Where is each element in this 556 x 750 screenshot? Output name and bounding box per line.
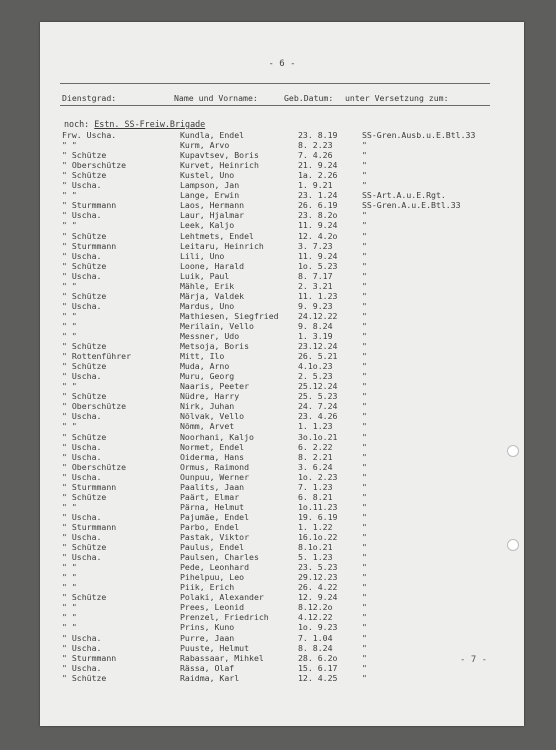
transfer-cell: ": [362, 421, 367, 432]
name-cell: Rabassaar, Mihkel: [180, 652, 264, 663]
list-item: [40, 200, 524, 210]
list-item: [40, 291, 524, 301]
name-cell: Nõlvak, Vello: [180, 411, 245, 422]
rank-cell: " Schütze: [62, 672, 107, 683]
birthdate-cell: 8.1o.21: [298, 542, 333, 553]
rank-cell: " Schütze: [62, 431, 107, 442]
list-item: [40, 592, 524, 602]
birthdate-cell: 23. 8.19: [298, 130, 338, 140]
transfer-cell: ": [362, 220, 367, 231]
list-item: [40, 231, 524, 241]
rank-cell: " ": [62, 421, 77, 432]
rank-cell: " Uscha.: [62, 451, 102, 462]
transfer-cell: ": [362, 521, 367, 532]
name-cell: Purre, Jaan: [180, 632, 235, 643]
rank-cell: " Schütze: [62, 542, 107, 553]
birthdate-cell: 3o.1o.21: [298, 431, 338, 442]
name-cell: Luik, Paul: [180, 270, 230, 281]
transfer-cell: ": [362, 411, 367, 422]
header-rule-bottom: [60, 105, 490, 106]
transfer-cell: ": [362, 592, 367, 603]
birthdate-cell: 24.12.22: [298, 310, 338, 321]
rank-cell: " Uscha.: [62, 511, 102, 522]
birthdate-cell: 1a. 2.26: [298, 170, 338, 181]
name-cell: Leek, Kaljo: [180, 220, 235, 231]
name-cell: Lange, Erwin: [180, 190, 240, 201]
list-item: [40, 602, 524, 612]
rank-cell: " ": [62, 612, 77, 623]
birthdate-cell: 7. 1.23: [298, 481, 333, 492]
list-item: [40, 210, 524, 220]
list-item: [40, 150, 524, 160]
transfer-cell: ": [362, 260, 367, 271]
list-item: [40, 432, 524, 442]
birthdate-cell: 26. 4.22: [298, 582, 338, 593]
list-item: [40, 160, 524, 170]
transfer-cell: ": [362, 562, 367, 573]
name-cell: Raidma, Karl: [180, 672, 240, 683]
transfer-cell: ": [362, 572, 367, 583]
list-item: [40, 371, 524, 381]
birthdate-cell: 19. 6.19: [298, 511, 338, 522]
list-item: [40, 572, 524, 582]
transfer-cell: ": [362, 140, 367, 151]
name-cell: Messner, Udo: [180, 331, 240, 341]
birthdate-cell: 4.1o.23: [298, 361, 333, 372]
transfer-cell: ": [362, 612, 367, 623]
list-item: [40, 482, 524, 492]
list-item: [40, 190, 524, 200]
transfer-cell: ": [362, 532, 367, 542]
transfer-cell: ": [362, 622, 367, 633]
name-cell: Kurm, Arvo: [180, 140, 230, 151]
birthdate-cell: 1. 9.21: [298, 180, 333, 191]
birthdate-cell: 6. 2.22: [298, 441, 333, 452]
name-cell: Mathiesen, Siegfried: [180, 310, 279, 321]
transfer-cell: ": [362, 371, 367, 382]
list-item: [40, 381, 524, 391]
list-item: [40, 452, 524, 462]
birthdate-cell: 26. 6.19: [298, 200, 338, 211]
rank-cell: " Uscha.: [62, 532, 102, 542]
list-item: [40, 321, 524, 331]
birthdate-cell: 2. 3.21: [298, 280, 333, 291]
list-item: [40, 170, 524, 180]
list-item: [40, 421, 524, 431]
transfer-cell: ": [362, 280, 367, 291]
list-item: [40, 442, 524, 452]
transfer-cell: ": [362, 331, 367, 341]
list-item: [40, 241, 524, 251]
rank-cell: " ": [62, 572, 77, 583]
rank-cell: " Uscha.: [62, 441, 102, 452]
birthdate-cell: 23. 5.23: [298, 562, 338, 573]
rank-cell: " Oberschütze: [62, 401, 127, 412]
rank-cell: Frw. Uscha.: [62, 130, 117, 140]
birthdate-cell: 28. 6.2o: [298, 652, 338, 663]
list-item: [40, 281, 524, 291]
name-cell: Rässa, Olaf: [180, 662, 235, 673]
list-item: [40, 512, 524, 522]
header-rank: Dienstgrad:: [62, 93, 117, 103]
transfer-cell: ": [362, 160, 367, 171]
birthdate-cell: 1o. 2.23: [298, 471, 338, 482]
list-item: [40, 331, 524, 341]
name-cell: Laur, Hjalmar: [180, 210, 245, 221]
transfer-cell: ": [362, 431, 367, 442]
name-cell: Merilain, Vello: [180, 320, 254, 331]
rank-cell: " ": [62, 280, 77, 291]
name-cell: Pihelpuu, Leo: [180, 572, 245, 583]
name-cell: Muru, Georg: [180, 371, 235, 382]
birthdate-cell: 26. 5.21: [298, 351, 338, 362]
rank-cell: " Sturmmann: [62, 481, 117, 492]
name-cell: Oiderma, Hans: [180, 451, 245, 462]
name-cell: Mähle, Erik: [180, 280, 235, 291]
rank-cell: " Uscha.: [62, 662, 102, 673]
name-cell: Leitaru, Heinrich: [180, 240, 264, 251]
list-item: [40, 653, 524, 663]
name-cell: Mitt, Ilo: [180, 351, 225, 362]
rank-cell: " Sturmmann: [62, 652, 117, 663]
rank-cell: " Rottenführer: [62, 351, 132, 362]
birthdate-cell: 23. 1.24: [298, 190, 338, 201]
list-item: [40, 311, 524, 321]
birthdate-cell: 5. 1.23: [298, 552, 333, 563]
birthdate-cell: 15. 6.17: [298, 662, 338, 673]
rank-cell: " ": [62, 381, 77, 392]
birthdate-cell: 7. 4.26: [298, 150, 333, 161]
list-item: [40, 351, 524, 361]
rank-cell: " Uscha.: [62, 411, 102, 422]
name-cell: Pärna, Helmut: [180, 501, 245, 512]
transfer-cell: ": [362, 582, 367, 593]
birthdate-cell: 3. 7.23: [298, 240, 333, 251]
birthdate-cell: 11. 9.24: [298, 250, 338, 261]
list-item: [40, 643, 524, 653]
name-cell: Kurvet, Heinrich: [180, 160, 259, 171]
page-number-top: - 6 -: [268, 59, 296, 69]
list-item: [40, 502, 524, 512]
name-cell: Paulus, Endel: [180, 542, 245, 553]
rank-cell: " Uscha.: [62, 270, 102, 281]
list-item: [40, 140, 524, 150]
rank-cell: " ": [62, 501, 77, 512]
section-prefix: noch:: [64, 119, 90, 129]
transfer-cell: ": [362, 310, 367, 321]
birthdate-cell: 24. 7.24: [298, 401, 338, 412]
name-cell: Normet, Endel: [180, 441, 245, 452]
transfer-cell: ": [362, 180, 367, 191]
transfer-cell: ": [362, 150, 367, 161]
list-item: [40, 663, 524, 673]
list-item: [40, 472, 524, 482]
name-cell: Polaki, Alexander: [180, 592, 264, 603]
name-cell: Naaris, Peeter: [180, 381, 250, 392]
list-item: [40, 401, 524, 411]
rank-cell: " Uscha.: [62, 371, 102, 382]
rank-cell: " ": [62, 602, 77, 613]
page-number-bottom: - 7 -: [460, 655, 488, 665]
transfer-cell: ": [362, 511, 367, 522]
name-cell: Paärt, Elmar: [180, 491, 240, 502]
transfer-cell: ": [362, 652, 367, 663]
birthdate-cell: 1. 1.23: [298, 421, 333, 432]
list-item: [40, 271, 524, 281]
birthdate-cell: 1. 3.19: [298, 331, 333, 341]
name-cell: Metsoja, Boris: [180, 341, 250, 352]
birthdate-cell: 16.1o.22: [298, 532, 338, 542]
rank-cell: " ": [62, 562, 77, 573]
birthdate-cell: 8. 2.21: [298, 451, 333, 462]
rank-cell: " Uscha.: [62, 250, 102, 261]
name-cell: Mardus, Uno: [180, 300, 235, 311]
transfer-cell: ": [362, 542, 367, 553]
list-item: [40, 301, 524, 311]
name-cell: Pede, Leonhard: [180, 562, 250, 573]
transfer-cell: ": [362, 672, 367, 683]
rank-cell: " Oberschütze: [62, 461, 127, 472]
rank-cell: " Schütze: [62, 260, 107, 271]
section-heading: [64, 119, 205, 129]
birthdate-cell: 3. 6.24: [298, 461, 333, 472]
birthdate-cell: 1o. 9.23: [298, 622, 338, 633]
transfer-cell: ": [362, 391, 367, 402]
rank-cell: " Schütze: [62, 230, 107, 241]
transfer-cell: ": [362, 290, 367, 301]
rank-cell: " Schütze: [62, 290, 107, 301]
list-item: [40, 391, 524, 401]
rank-cell: " ": [62, 320, 77, 331]
rank-cell: " Uscha.: [62, 471, 102, 482]
rank-cell: " Uscha.: [62, 180, 102, 191]
birthdate-cell: 12. 4.2o: [298, 230, 338, 241]
name-cell: Pastak, Viktor: [180, 532, 250, 542]
birthdate-cell: 9. 8.24: [298, 320, 333, 331]
transfer-cell: ": [362, 320, 367, 331]
name-cell: Nüdre, Harry: [180, 391, 240, 402]
transfer-cell: SS-Gren.A.u.E.Btl.33: [362, 200, 461, 211]
transfer-cell: ": [362, 461, 367, 472]
name-cell: Prins, Kuno: [180, 622, 235, 633]
birthdate-cell: 7. 1.04: [298, 632, 333, 643]
rank-cell: " ": [62, 331, 77, 341]
list-item: [40, 622, 524, 632]
birthdate-cell: 11. 9.24: [298, 220, 338, 231]
transfer-cell: SS-Gren.Ausb.u.E.Btl.33: [362, 130, 476, 140]
birthdate-cell: 23. 8.2o: [298, 210, 338, 221]
list-item: [40, 673, 524, 683]
name-cell: Ormus, Raimond: [180, 461, 250, 472]
birthdate-cell: 9. 9.23: [298, 300, 333, 311]
list-item: [40, 220, 524, 230]
name-cell: Puuste, Helmut: [180, 642, 250, 653]
transfer-cell: ": [362, 471, 367, 482]
rank-cell: " Uscha.: [62, 552, 102, 563]
transfer-cell: ": [362, 481, 367, 492]
rank-cell: " ": [62, 582, 77, 593]
name-cell: Nõmm, Arvet: [180, 421, 235, 432]
list-item: [40, 522, 524, 532]
transfer-cell: ": [362, 230, 367, 241]
list-item: [40, 633, 524, 643]
transfer-cell: ": [362, 351, 367, 362]
rank-cell: " ": [62, 140, 77, 151]
rank-cell: " Schütze: [62, 150, 107, 161]
list-item: [40, 532, 524, 542]
birthdate-cell: 25.12.24: [298, 381, 338, 392]
list-item: [40, 341, 524, 351]
rank-cell: " Schütze: [62, 341, 107, 352]
birthdate-cell: 1o. 5.23: [298, 260, 338, 271]
list-item: [40, 261, 524, 271]
transfer-cell: ": [362, 341, 367, 352]
name-cell: Parbo, Endel: [180, 521, 240, 532]
transfer-cell: SS-Art.A.u.E.Rgt.: [362, 190, 446, 201]
rank-cell: " Uscha.: [62, 300, 102, 311]
list-item: [40, 462, 524, 472]
name-cell: Paulsen, Charles: [180, 552, 259, 563]
birthdate-cell: 23.12.24: [298, 341, 338, 352]
rank-cell: " Uscha.: [62, 632, 102, 643]
birthdate-cell: 4.12.22: [298, 612, 333, 623]
transfer-cell: ": [362, 642, 367, 653]
transfer-cell: ": [362, 210, 367, 221]
birthdate-cell: 1. 1.22: [298, 521, 333, 532]
list-item: [40, 552, 524, 562]
transfer-cell: ": [362, 451, 367, 462]
birthdate-cell: 8. 2.23: [298, 140, 333, 151]
birthdate-cell: 12. 4.25: [298, 672, 338, 683]
document-page: [40, 22, 524, 726]
transfer-cell: ": [362, 491, 367, 502]
rank-cell: " ": [62, 310, 77, 321]
list-item: [40, 251, 524, 261]
birthdate-cell: 8.12.2o: [298, 602, 333, 613]
transfer-cell: ": [362, 602, 367, 613]
name-cell: Laos, Hermann: [180, 200, 245, 211]
rank-cell: " ": [62, 220, 77, 231]
birthdate-cell: 2. 5.23: [298, 371, 333, 382]
transfer-cell: ": [362, 170, 367, 181]
header-rule-top: [60, 83, 490, 84]
transfer-cell: ": [362, 381, 367, 392]
rank-cell: " Schütze: [62, 491, 107, 502]
rank-cell: " Schütze: [62, 361, 107, 372]
name-cell: Pajumäe, Endel: [180, 511, 250, 522]
birthdate-cell: 6. 8.21: [298, 491, 333, 502]
list-item: [40, 492, 524, 502]
transfer-cell: ": [362, 662, 367, 673]
rank-cell: " ": [62, 190, 77, 201]
list-item: [40, 542, 524, 552]
name-cell: Ounpuu, Werner: [180, 471, 250, 482]
name-cell: Kupavtsev, Boris: [180, 150, 259, 161]
name-cell: Muda, Arno: [180, 361, 230, 372]
header-name: Name und Vorname:: [174, 93, 258, 103]
rank-cell: " Uscha.: [62, 642, 102, 653]
name-cell: Prenzel, Friedrich: [180, 612, 269, 623]
transfer-cell: ": [362, 361, 367, 372]
transfer-cell: ": [362, 270, 367, 281]
list-item: [40, 582, 524, 592]
birthdate-cell: 8. 8.24: [298, 642, 333, 653]
name-cell: Kundla, Endel: [180, 130, 245, 140]
rank-cell: " ": [62, 622, 77, 633]
rank-cell: " Schütze: [62, 170, 107, 181]
name-cell: Loone, Harald: [180, 260, 245, 271]
list-item: [40, 130, 524, 140]
transfer-cell: ": [362, 240, 367, 251]
rank-cell: " Uscha.: [62, 210, 102, 221]
rank-cell: " Schütze: [62, 592, 107, 603]
name-cell: Paalits, Jaan: [180, 481, 245, 492]
list-item: [40, 180, 524, 190]
name-cell: Märja, Valdek: [180, 290, 245, 301]
list-item: [40, 411, 524, 421]
transfer-cell: ": [362, 441, 367, 452]
rank-cell: " Schütze: [62, 391, 107, 402]
transfer-cell: ": [362, 300, 367, 311]
birthdate-cell: 12. 9.24: [298, 592, 338, 603]
transfer-cell: ": [362, 250, 367, 261]
birthdate-cell: 21. 9.24: [298, 160, 338, 171]
name-cell: Lampson, Jan: [180, 180, 240, 191]
birthdate-cell: 29.12.23: [298, 572, 338, 583]
list-item: [40, 361, 524, 371]
transfer-cell: ": [362, 632, 367, 643]
name-cell: Prees, Leonid: [180, 602, 245, 613]
list-item: [40, 562, 524, 572]
transfer-cell: ": [362, 552, 367, 563]
name-cell: Nirk, Juhan: [180, 401, 235, 412]
name-cell: Kustel, Uno: [180, 170, 235, 181]
section-title: Estn. SS-Freiw.Brigade: [94, 119, 206, 129]
rank-cell: " Sturmmann: [62, 521, 117, 532]
birthdate-cell: 25. 5.23: [298, 391, 338, 402]
birthdate-cell: 11. 1.23: [298, 290, 338, 301]
transfer-cell: ": [362, 401, 367, 412]
header-transfer: unter Versetzung zum:: [345, 93, 449, 103]
birthdate-cell: 8. 7.17: [298, 270, 333, 281]
name-cell: Lili, Uno: [180, 250, 225, 261]
name-cell: Noorhani, Kaljo: [180, 431, 254, 442]
rank-cell: " Sturmmann: [62, 200, 117, 211]
birthdate-cell: 23. 4.26: [298, 411, 338, 422]
name-cell: Piik, Erich: [180, 582, 235, 593]
transfer-cell: ": [362, 501, 367, 512]
birthdate-cell: 1o.11.23: [298, 501, 338, 512]
name-cell: Lehtmets, Endel: [180, 230, 254, 241]
rank-cell: " Oberschütze: [62, 160, 127, 171]
header-birthdate: Geb.Datum:: [284, 93, 334, 103]
rank-cell: " Sturmmann: [62, 240, 117, 251]
list-item: [40, 612, 524, 622]
